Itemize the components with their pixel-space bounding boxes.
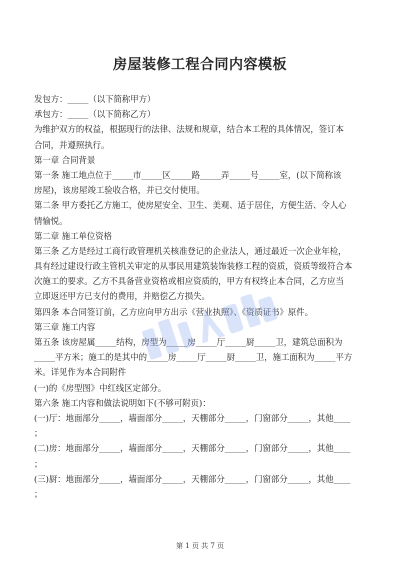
text-line: 米。详见作为本合同附件 bbox=[34, 367, 127, 378]
chapter-heading: 第三章 施工内容 bbox=[34, 321, 96, 332]
text-line: (二)房：地面部分_____，墙面部分_____，天棚部分_____，门窗部分_____，其他____ bbox=[34, 443, 351, 454]
text-line: 为维护双方的权益，根据现行的法律、法规和规章，结合本工程的具体情况，签订本 bbox=[34, 124, 344, 135]
text-line: ； bbox=[34, 458, 43, 469]
chapter-heading: 第一章 合同背景 bbox=[34, 154, 96, 165]
contract-body bbox=[34, 92, 368, 502]
text-line: (一)的《房型图》中红线区定部分。 bbox=[34, 382, 167, 393]
text-line: (一)厅：地面部分_____，墙面部分_____，天棚部分_____，门窗部分_____，其他____ bbox=[34, 412, 351, 423]
text-line: 立即返还甲方已支付的费用，并赔偿乙方损失。 bbox=[34, 291, 210, 302]
text-line: (三)厨：地面部分_____，墙面部分_____，天棚部分_____，门窗部分_____，其他____ bbox=[34, 473, 351, 484]
text-line: ； bbox=[34, 488, 43, 499]
chapter-heading: 第二章 施工单位资格 bbox=[34, 230, 113, 241]
text-line: 第四条 本合同签订前，乙方应向甲方出示《营业执照》、《资质证书》原件。 bbox=[34, 306, 314, 317]
text-line: 第五条 该房屋属_____结构，房型为_____房_____厅_____厨_____卫，建筑总面积为 bbox=[34, 337, 343, 347]
text-line: ； bbox=[34, 428, 43, 439]
text-line: 具有经过建设行政主管机关审定的从事民用建筑装饰装修工程的资质，资质等级符合本 bbox=[34, 261, 353, 272]
text-line: 第六条 施工内容和做法说明如下(不够可附页)： bbox=[34, 397, 211, 408]
text-line: 第三条 乙方是经过工商行政管理机关核准登记的企业法人，通过最近一次企业年检， bbox=[34, 245, 347, 256]
text-line: _____平方米；施工的是其中的_____房_____厅_____厨_____卫，施工面积为_____平方 bbox=[34, 352, 353, 363]
text-line: 情愉悦。 bbox=[34, 215, 68, 226]
page-title: 房屋装修工程合同内容模板 bbox=[113, 57, 287, 73]
text-line: 第一条 施工地点位于_____市_____区_____路_____弄_____号_____室，(以下简称该 bbox=[34, 169, 342, 180]
page-number: 第 1 页 共 7 页 bbox=[175, 542, 225, 550]
text-line: 承包方：_____（以下简称乙方） bbox=[34, 109, 156, 120]
text-line: 房屋)，该房屋竣工验收合格，并已交付使用。 bbox=[34, 185, 205, 196]
text-line: 次施工的要求。乙方不具备营业资格或相应资质的，甲方有权终止本合同，乙方应当 bbox=[34, 276, 344, 287]
text-line: 发包方：_____（以下简称甲方） bbox=[34, 94, 156, 104]
text-line: 第二条 甲方委托乙方施工，使房屋安全、卫生、美观、适于居住，方便生活、令人心 bbox=[34, 200, 347, 211]
text-line: 合同，并遵照执行。 bbox=[34, 139, 110, 150]
